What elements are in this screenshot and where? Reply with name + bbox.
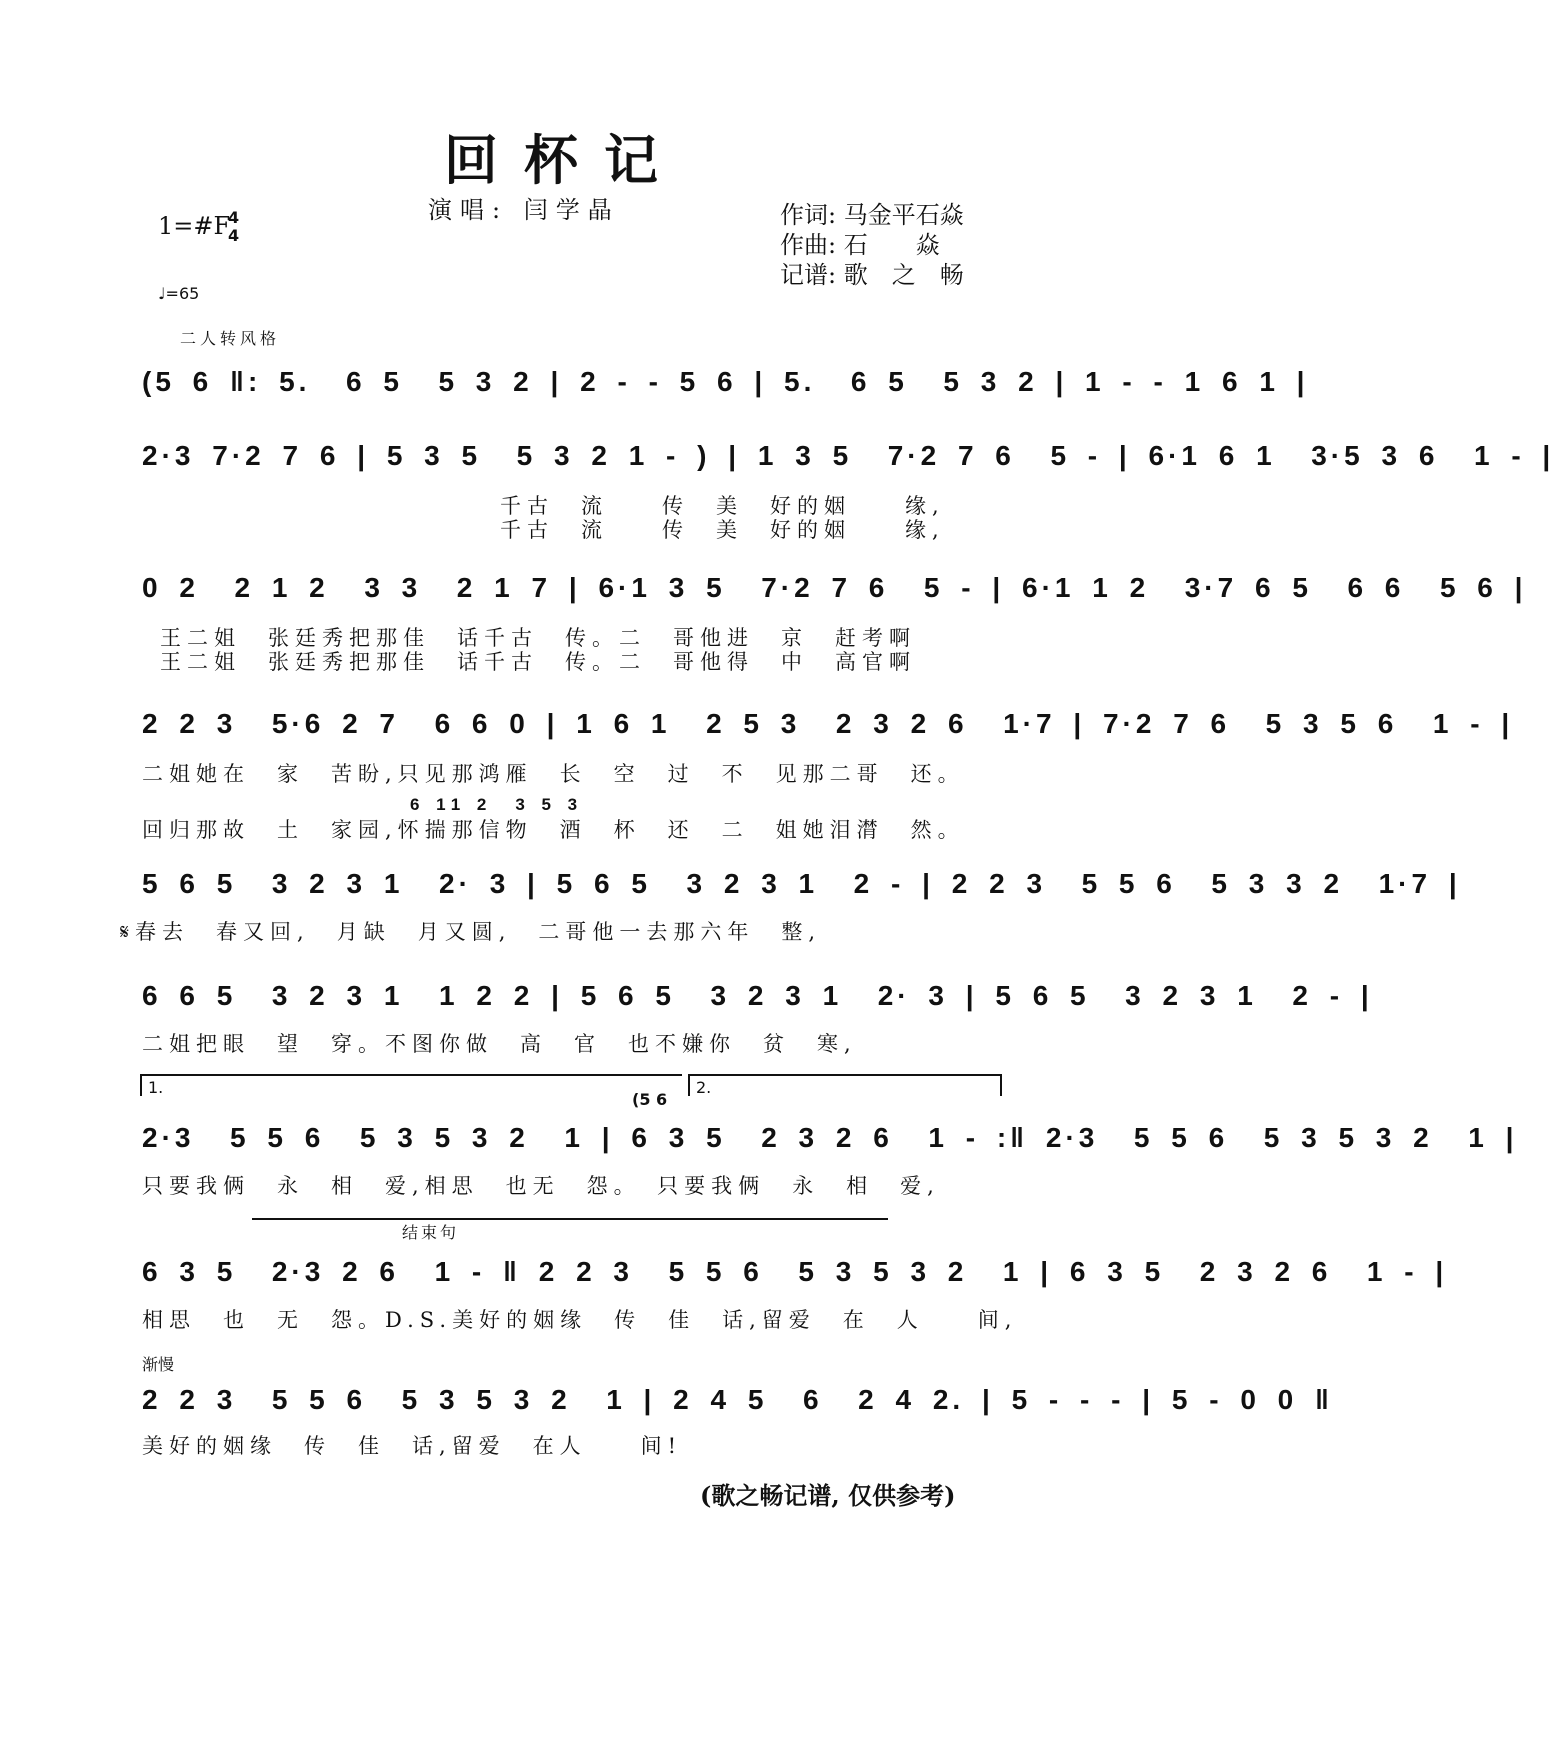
lyric-verse-2: 王二姐 张廷秀把那佳 话千古 传。二 哥他得 中 高官啊	[160, 650, 916, 674]
lyric-verse-1: 二姐她在 家 苦盼,只见那鸿雁 长 空 过 不 见那二哥 还。	[142, 762, 965, 786]
notation-row: 2·3 7·2 7 6 | 5 3 5 5 3 2 1 - ) | 1 3 5 7·2 7 6 5 - | 6·1 6 1 3·5 3 6 1 - |	[142, 440, 1554, 471]
ritardando-marking: 渐慢	[142, 1355, 175, 1374]
lyric-verse-1: 王二姐 张廷秀把那佳 话千古 传。二 哥他进 京 赶考啊	[160, 626, 916, 650]
tempo-marking: ♩=65	[158, 284, 200, 303]
notation-row: 0 2 2 1 2 3 3 2 1 7 | 6·1 3 5 7·2 7 6 5 - | 6·1 1 2 3·7 6 5 6 6 5 6 |	[142, 572, 1527, 603]
lyric-verse-1: 千古 流 传 美 好的姻 缘,	[500, 494, 945, 518]
lyric-verse-2: 回归那故 土 家园,怀揣那信物 酒 杯 还 二 姐她泪潸 然。	[142, 818, 965, 842]
notation-row: 2·3 5 5 6 5 3 5 3 2 1 | 6 3 5 2 3 2 6 1 - :‖ 2·3 5 5 6 5 3 5 3 2 1 |	[142, 1122, 1518, 1153]
composer-credit: 作曲: 石 焱	[780, 231, 940, 259]
lyric-verse-1: 二姐把眼 望 穿。不图你做 高 官 也不嫌你 贫 寒,	[142, 1032, 857, 1056]
notation-row: 2 2 3 5·6 2 7 6 6 0 | 1 6 1 2 5 3 2 3 2 6 1·7 | 7·2 7 6 5 3 5 6 1 - |	[142, 708, 1514, 739]
ending-phrase-label: 结束句	[402, 1223, 460, 1242]
volta-2-label: 2.	[696, 1078, 712, 1097]
score-line-9	[0, 1384, 1333, 1534]
notation-row: 6 6 5 3 2 3 1 1 2 2 | 5 6 5 3 2 3 1 2· 3 | 5 6 5 3 2 3 1 2 - |	[142, 980, 1373, 1011]
lyric-verse-1: 美好的姻缘 传 佳 话,留爱 在人 间!	[142, 1434, 683, 1458]
volta-1-label: 1.	[148, 1078, 164, 1097]
transcriber-credit: 记谱: 歌 之 畅	[780, 261, 964, 289]
lyric-verse-2: 千古 流 传 美 好的姻 缘,	[500, 518, 945, 542]
pickup-note: (5 6	[632, 1090, 668, 1109]
lyricist-credit: 作词: 马金平石焱	[780, 201, 964, 229]
transcription-note: (歌之畅记谱, 仅供参考)	[700, 1481, 956, 1510]
notation-row: 2 2 3 5 5 6 5 3 5 3 2 1 | 2 4 5 6 2 4 2. | 5 - - - | 5 - 0 0 ‖	[142, 1384, 1333, 1415]
volta-1-bracket	[140, 1074, 682, 1096]
style-note: 二人转风格	[180, 329, 281, 348]
lyric-verse-1: 𝄋春去 春又回, 月缺 月又圆, 二哥他一去那六年 整,	[120, 920, 822, 944]
lyric-verse-1: 相思 也 无 怨。D.S.美好的姻缘 传 佳 话,留爱 在 人 间,	[142, 1308, 1018, 1332]
score-line-3	[0, 572, 1527, 722]
notation-row: 6 3 5 2·3 2 6 1 - ‖ 2 2 3 5 5 6 5 3 5 3 2 1 | 6 3 5 2 3 2 6 1 - |	[142, 1256, 1448, 1287]
time-signature-top: 4	[228, 208, 240, 227]
variant-notes: 6 11 2 3 5 3	[410, 795, 584, 814]
volta-2-bracket	[688, 1074, 1002, 1096]
singer-credit: 演唱: 闫学晶	[428, 196, 620, 224]
lyric-verse-1: 只要我俩 永 相 爱,相思 也无 怨。 只要我俩 永 相 爱,	[142, 1174, 940, 1198]
key-signature: 1=#F	[158, 212, 231, 240]
score-line-4	[0, 708, 1514, 858]
song-title: 回杯记	[444, 128, 684, 192]
notation-row: 5 6 5 3 2 3 1 2· 3 | 5 6 5 3 2 3 1 2 - | 2 2 3 5 5 6 5 3 3 2 1·7 |	[142, 868, 1461, 899]
time-signature-bottom: 4	[228, 226, 240, 245]
notation-row: (5 6 ‖: 5. 6 5 5 3 2 | 2 - - 5 6 | 5. 6 5 5 3 2 | 1 - - 1 6 1 |	[142, 366, 1309, 397]
ending-phrase-bracket	[252, 1218, 888, 1220]
